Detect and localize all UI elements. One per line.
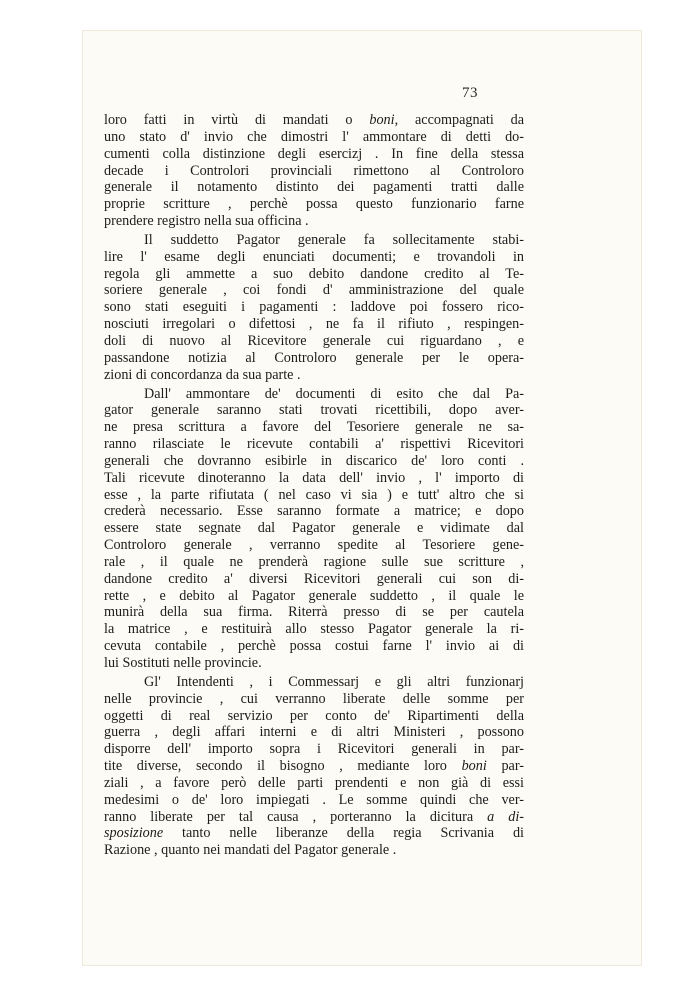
- text-line: [104, 470, 524, 487]
- text-line: [104, 809, 524, 826]
- text-run: ziali , a favore però delle parti prendenti e non già di essi: [104, 774, 524, 791]
- text-line: [104, 350, 524, 367]
- text-run: generali che dovranno esibirle in discarico de' loro conti .: [104, 452, 524, 469]
- text-line: [104, 386, 524, 403]
- text-run: nosciuti irregolari o difettosi , ne fa il rifiuto , respingen-: [104, 316, 524, 333]
- text-line: [104, 316, 524, 333]
- text-run: disporre dell' importo sopra i Ricevitori generali in par-: [104, 741, 524, 758]
- text-run: Controloro generale , verranno spedite al Tesoriere gene-: [104, 537, 524, 554]
- text-line: [104, 554, 524, 571]
- text-line: [104, 163, 524, 180]
- text-run: cumenti colla distinzione degli esercizj . In fine della stessa: [104, 145, 524, 162]
- text-line: [104, 402, 524, 419]
- text-run: uno stato d' invio che dimostri l' ammontare di detti do-: [104, 128, 524, 145]
- text-line: [104, 604, 524, 621]
- text-run: munirà della sua firma. Riterrà presso di se per cautela: [104, 604, 524, 621]
- text-line: [104, 453, 524, 470]
- text-run: doli di nuovo al Ricevitore generale cui riguardano , e: [104, 332, 524, 349]
- text-run: lire l' esame degli enunciati documenti; e trovandoli in: [104, 248, 524, 265]
- text-line: [104, 537, 524, 554]
- text-line: [104, 792, 524, 809]
- text-run: nelle provincie , cui verranno liberate delle somme per: [104, 690, 524, 707]
- text-line: [104, 436, 524, 453]
- text-run: soriere generale , coi fondi d' amministrazione del quale: [104, 282, 524, 299]
- text-run: generale il notamento distinto dei pagamenti tratti dalle: [104, 179, 524, 196]
- text-line: [104, 367, 524, 384]
- text-line: [104, 419, 524, 436]
- text-line: [104, 758, 524, 775]
- text-run: medesimi o de' loro impiegati . Le somme quindi che ver-: [104, 791, 524, 808]
- body-text: [104, 112, 524, 859]
- text-run: oggetti di real servizio per conto de' Ripartimenti della: [104, 707, 524, 724]
- text-run: Tali ricevute dinoteranno la data dell' invio , l' importo di: [104, 469, 524, 486]
- text-line: [104, 708, 524, 725]
- text-line: [104, 825, 524, 842]
- italic-text: sposizione: [104, 825, 164, 842]
- text-run: esse , la parte rifiutata ( nel caso vi sia ) e tutt' altro che si: [104, 486, 524, 503]
- text-run: sono stati eseguiti i pagamenti : laddove poi fossero rico-: [104, 299, 524, 316]
- text-run: tanto nelle liberanze della regia Scrivania di: [163, 825, 524, 842]
- italic-text: boni: [369, 112, 395, 128]
- text-run: loro fatti in virtù di mandati o: [104, 112, 370, 128]
- text-line: [104, 112, 524, 129]
- text-run: guerra , degli affari interni e di altri Ministeri , possono: [104, 724, 524, 741]
- text-run: crederà necessario. Esse saranno formate a matrice; e dopo: [104, 503, 524, 520]
- italic-text: a di-: [487, 808, 524, 825]
- text-line: [104, 588, 524, 605]
- text-line: [104, 282, 524, 299]
- text-line: [104, 196, 524, 213]
- text-line: [104, 129, 524, 146]
- text-run: cevuta contabile , perchè possa costui farne l' invio ai di: [104, 638, 524, 655]
- text-line: [104, 299, 524, 316]
- text-run: Il suddetto Pagator generale fa sollecitamente stabi-: [144, 231, 524, 248]
- text-run: la matrice , e restituirà allo stesso Pagator generale la ri-: [104, 621, 524, 638]
- text-run: decade i Controlori provinciali rimettono al Controloro: [104, 162, 524, 179]
- text-line: [104, 638, 524, 655]
- text-line: [104, 842, 524, 859]
- text-run: essere state segnate dal Pagator generale e vidimate dal: [104, 520, 524, 537]
- text-run: passandone notizia al Controloro generale per le opera-: [104, 349, 524, 366]
- text-line: [104, 249, 524, 266]
- text-run: ne presa scrittura a favore del Tesoriere generale ne sa-: [104, 419, 524, 436]
- text-line: [104, 724, 524, 741]
- text-line: [104, 741, 524, 758]
- text-line: [104, 621, 524, 638]
- text-line: [104, 266, 524, 283]
- text-line: [104, 571, 524, 588]
- italic-text: boni: [461, 758, 487, 775]
- text-line: [104, 146, 524, 163]
- text-run: Gl' Intendenti , i Commessarj e gli altri funzionarj: [144, 673, 524, 690]
- text-line: [104, 487, 524, 504]
- text-line: [104, 503, 524, 520]
- text-run: rette , e debito al Pagator generale suddetto , il quale le: [104, 587, 524, 604]
- text-line: [104, 691, 524, 708]
- text-run: gator generale saranno stati trovati ricettibili, dopo aver-: [104, 402, 524, 419]
- text-line: [104, 655, 524, 672]
- text-run: ranno liberate per tal causa , porteranno la dicitura: [104, 808, 488, 825]
- text-run: zioni di concordanza da sua parte .: [104, 366, 301, 383]
- text-run: par-: [486, 758, 525, 775]
- text-line: [104, 674, 524, 691]
- text-run: rale , il quale ne prenderà ragione sulle sue scritture ,: [104, 553, 524, 570]
- text-line: [104, 213, 524, 230]
- text-run: proprie scritture , perchè possa questo funzionario farne: [104, 196, 524, 213]
- text-line: [104, 179, 524, 196]
- text-line: [104, 520, 524, 537]
- text-run: Dall' ammontare de' documenti di esito che dal Pa-: [144, 385, 524, 402]
- text-line: [104, 232, 524, 249]
- text-run: lui Sostituti nelle provincie.: [104, 655, 262, 671]
- text-run: , accompagnati da: [394, 112, 525, 128]
- text-line: [104, 775, 524, 792]
- text-line: [104, 333, 524, 350]
- text-run: tite diverse, secondo il bisogno , mediante loro: [104, 758, 462, 775]
- text-run: ranno rilasciate le ricevute contabili a' rispettivi Ricevitori: [104, 436, 524, 453]
- page-number: 73: [462, 85, 478, 101]
- text-run: prendere registro nella sua officina .: [104, 213, 309, 230]
- text-run: regola gli ammette a suo debito dandone credito al Te-: [104, 265, 524, 282]
- text-run: Razione , quanto nei mandati del Pagator generale .: [104, 842, 397, 859]
- text-run: dandone credito a' diversi Ricevitori generali cui son di-: [104, 570, 524, 587]
